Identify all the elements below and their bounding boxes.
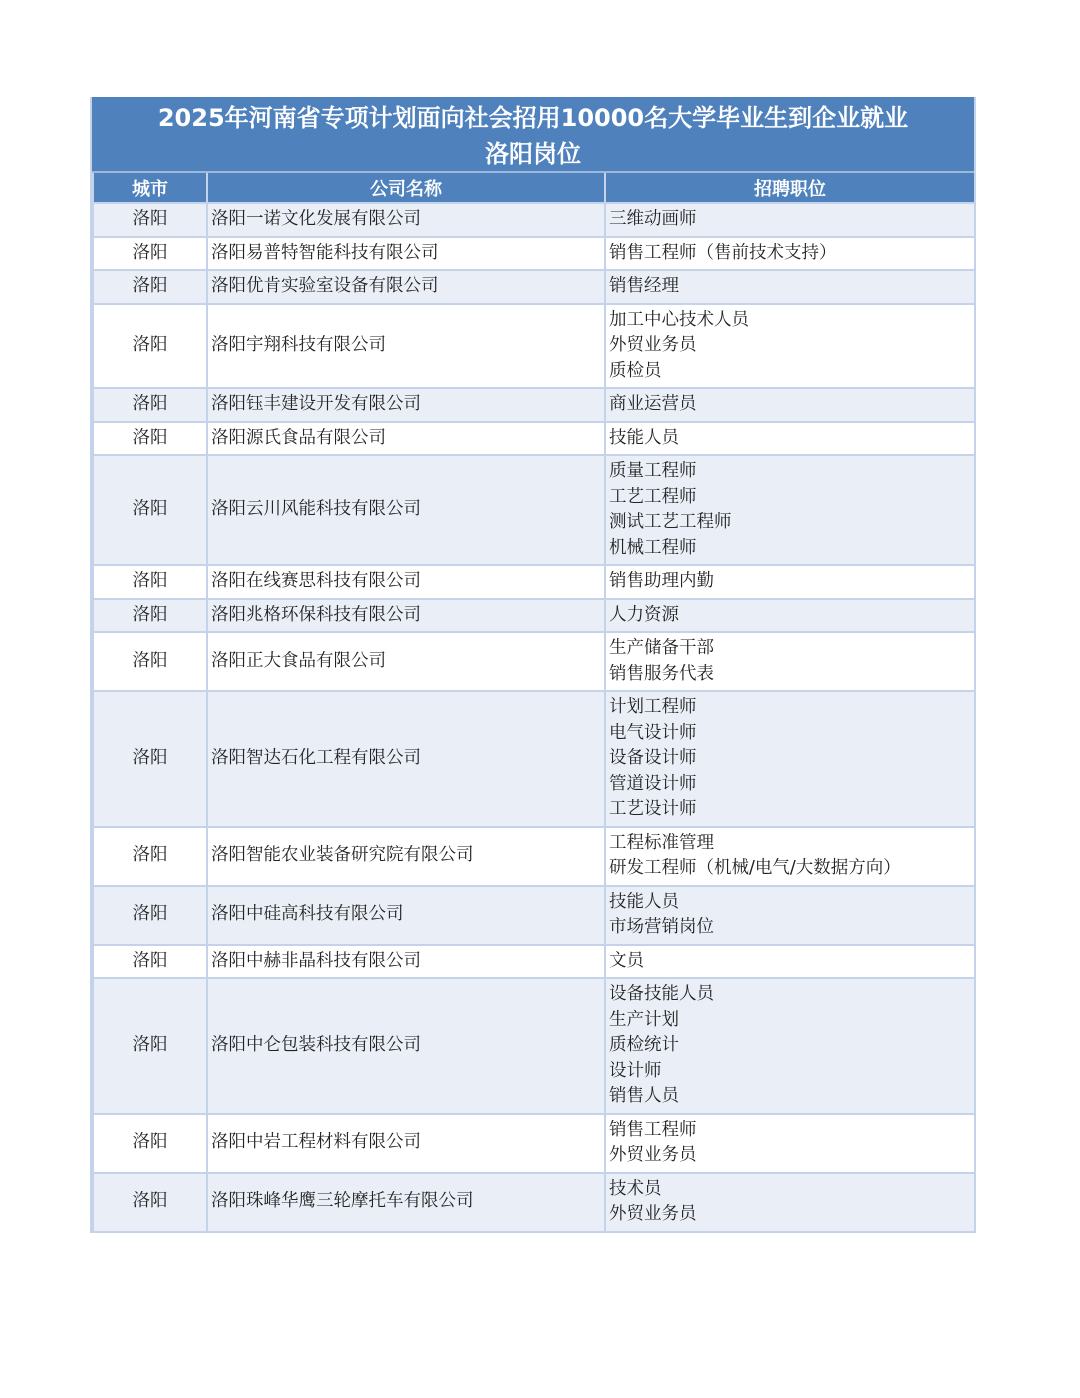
positions-cell xyxy=(605,886,975,945)
city-cell: 洛阳 xyxy=(93,827,207,886)
positions-cell xyxy=(605,691,975,827)
positions-cell xyxy=(605,237,975,271)
table-row xyxy=(93,945,975,979)
position-item: 外贸业务员 xyxy=(609,335,697,355)
positions-cell xyxy=(605,455,975,565)
company-cell: 洛阳智能农业装备研究院有限公司 xyxy=(207,827,605,886)
position-item: 质检统计 xyxy=(609,1035,679,1055)
table-row xyxy=(93,1173,975,1232)
city-cell: 洛阳 xyxy=(93,422,207,456)
position-item: 技术员 xyxy=(609,1178,662,1199)
position-item: 销售服务代表 xyxy=(609,663,714,684)
positions-cell xyxy=(605,304,975,389)
city-cell: 洛阳 xyxy=(93,1114,207,1173)
positions-cell xyxy=(605,270,975,304)
table-header-row xyxy=(93,173,975,203)
positions-cell xyxy=(605,1173,975,1232)
position-item: 外贸业务员 xyxy=(609,1145,697,1165)
job-table xyxy=(92,173,976,1233)
position-item: 质量工程师 xyxy=(609,461,697,481)
position-item: 技能人员 xyxy=(609,891,679,912)
table-row xyxy=(93,691,975,827)
city-cell: 洛阳 xyxy=(93,270,207,304)
position-item: 研发工程师（机械/电气/大数据方向） xyxy=(609,858,901,878)
positions-cell xyxy=(605,945,975,979)
positions-cell xyxy=(605,978,975,1114)
position-item: 工程标准管理 xyxy=(609,832,714,853)
city-cell: 洛阳 xyxy=(93,237,207,271)
title-line-2: 洛阳岗位 xyxy=(485,140,581,168)
company-cell: 洛阳正大食品有限公司 xyxy=(207,632,605,691)
position-item: 销售工程师 xyxy=(609,1119,697,1140)
positions-cell xyxy=(605,388,975,422)
table-row xyxy=(93,388,975,422)
table-row xyxy=(93,632,975,691)
position-item: 销售人员 xyxy=(609,1086,679,1106)
document-title xyxy=(92,97,974,173)
position-item: 管道设计师 xyxy=(609,773,697,794)
city-cell: 洛阳 xyxy=(93,945,207,979)
positions-cell xyxy=(605,632,975,691)
company-cell: 洛阳在线赛思科技有限公司 xyxy=(207,565,605,599)
position-item: 销售经理 xyxy=(609,276,679,296)
position-item: 市场营销岗位 xyxy=(609,917,714,937)
company-cell: 洛阳钰丰建设开发有限公司 xyxy=(207,388,605,422)
company-cell: 洛阳易普特智能科技有限公司 xyxy=(207,237,605,271)
position-item: 销售工程师（售前技术支持） xyxy=(609,242,837,263)
positions-cell xyxy=(605,565,975,599)
city-cell: 洛阳 xyxy=(93,304,207,389)
city-cell: 洛阳 xyxy=(93,455,207,565)
city-cell: 洛阳 xyxy=(93,203,207,237)
position-item: 工艺设计师 xyxy=(609,799,697,819)
positions-cell xyxy=(605,827,975,886)
position-item: 商业运营员 xyxy=(609,394,697,414)
position-item: 计划工程师 xyxy=(609,697,697,717)
company-cell: 洛阳中岩工程材料有限公司 xyxy=(207,1114,605,1173)
company-cell: 洛阳中赫非晶科技有限公司 xyxy=(207,945,605,979)
company-cell: 洛阳中硅高科技有限公司 xyxy=(207,886,605,945)
position-item: 三维动画师 xyxy=(609,209,697,229)
table-row xyxy=(93,565,975,599)
city-cell: 洛阳 xyxy=(93,599,207,633)
table-row xyxy=(93,978,975,1114)
position-item: 技能人员 xyxy=(609,427,679,448)
company-cell: 洛阳兆格环保科技有限公司 xyxy=(207,599,605,633)
column-header-company: 公司名称 xyxy=(207,173,605,203)
job-listing-document xyxy=(90,97,976,1233)
column-header-city: 城市 xyxy=(93,173,207,203)
position-item: 电气设计师 xyxy=(609,722,697,743)
table-row xyxy=(93,237,975,271)
city-cell: 洛阳 xyxy=(93,886,207,945)
position-item: 外贸业务员 xyxy=(609,1204,697,1224)
company-cell: 洛阳优肯实验室设备有限公司 xyxy=(207,270,605,304)
table-row xyxy=(93,1114,975,1173)
city-cell: 洛阳 xyxy=(93,978,207,1114)
position-item: 质检员 xyxy=(609,360,662,381)
title-line-1: 2025年河南省专项计划面向社会招用10000名大学毕业生到企业就业 xyxy=(157,104,909,132)
company-cell: 洛阳源氏食品有限公司 xyxy=(207,422,605,456)
city-cell: 洛阳 xyxy=(93,1173,207,1232)
table-row xyxy=(93,270,975,304)
position-item: 工艺工程师 xyxy=(609,486,697,507)
positions-cell xyxy=(605,1114,975,1173)
city-cell: 洛阳 xyxy=(93,632,207,691)
table-row xyxy=(93,599,975,633)
position-item: 生产储备干部 xyxy=(609,638,714,658)
table-row xyxy=(93,203,975,237)
positions-cell xyxy=(605,599,975,633)
company-cell: 洛阳中仑包装科技有限公司 xyxy=(207,978,605,1114)
position-item: 测试工艺工程师 xyxy=(609,512,732,532)
company-cell: 洛阳云川风能科技有限公司 xyxy=(207,455,605,565)
table-row xyxy=(93,827,975,886)
position-item: 加工中心技术人员 xyxy=(609,309,749,330)
company-cell: 洛阳一诺文化发展有限公司 xyxy=(207,203,605,237)
table-row xyxy=(93,455,975,565)
table-row xyxy=(93,886,975,945)
company-cell: 洛阳珠峰华鹰三轮摩托车有限公司 xyxy=(207,1173,605,1232)
position-item: 人力资源 xyxy=(609,604,679,625)
company-cell: 洛阳宇翔科技有限公司 xyxy=(207,304,605,389)
position-item: 文员 xyxy=(609,950,644,971)
positions-cell xyxy=(605,203,975,237)
company-cell: 洛阳智达石化工程有限公司 xyxy=(207,691,605,827)
position-item: 设备技能人员 xyxy=(609,984,714,1004)
table-row xyxy=(93,422,975,456)
column-header-positions: 招聘职位 xyxy=(605,173,975,203)
position-item: 机械工程师 xyxy=(609,537,697,558)
position-item: 生产计划 xyxy=(609,1009,679,1030)
position-item: 设计师 xyxy=(609,1060,662,1081)
city-cell: 洛阳 xyxy=(93,388,207,422)
city-cell: 洛阳 xyxy=(93,691,207,827)
table-row xyxy=(93,304,975,389)
positions-cell xyxy=(605,422,975,456)
position-item: 设备设计师 xyxy=(609,748,697,768)
position-item: 销售助理内勤 xyxy=(609,571,714,591)
city-cell: 洛阳 xyxy=(93,565,207,599)
